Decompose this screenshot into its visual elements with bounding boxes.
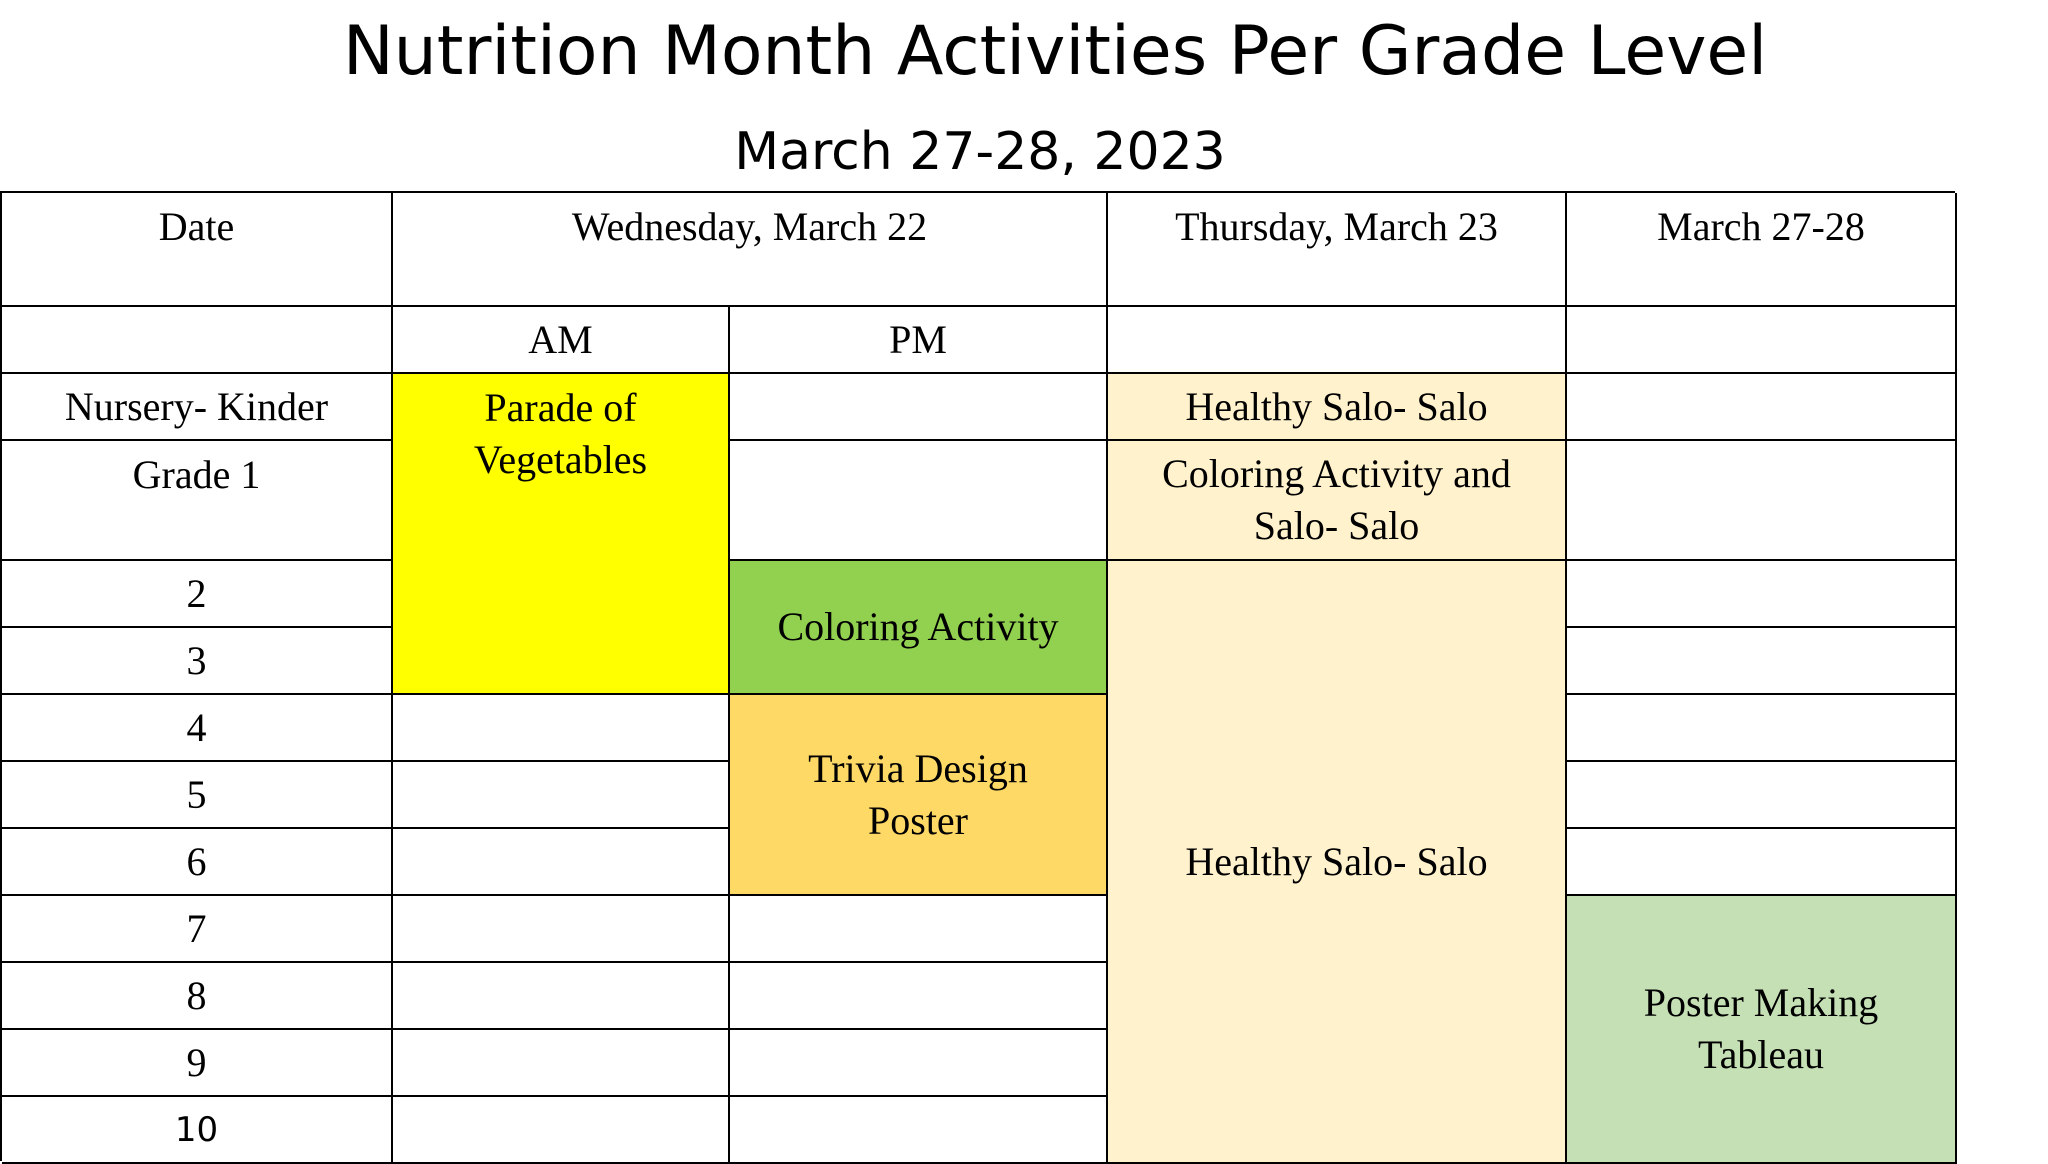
empty-cell [1567,829,1957,896]
grade-label: 2 [2,561,393,628]
page-subtitle: March 27-28, 2023 [734,122,1226,182]
activity-healthy-salo-salo: Healthy Salo- Salo [1108,561,1567,1164]
grade-label: 6 [2,829,393,896]
empty-cell [1567,441,1957,561]
header-march-27-28: March 27-28 [1567,193,1957,307]
activity-coloring-and-salo-salo: Coloring Activity and Salo- Salo [1108,441,1567,561]
empty-cell [393,829,730,896]
empty-cell [393,896,730,963]
grade-label: 7 [2,896,393,963]
subheader-empty [1108,307,1567,374]
grade-label: 8 [2,963,393,1030]
subheader-empty [1567,307,1957,374]
activity-healthy-salo-salo-nk: Healthy Salo- Salo [1108,374,1567,441]
grade-label: Nursery- Kinder [2,374,393,441]
grade-label: 4 [2,695,393,762]
grade-label: Grade 1 [2,441,393,561]
page-title: Nutrition Month Activities Per Grade Level [342,12,1768,91]
empty-cell [393,695,730,762]
empty-cell [393,762,730,829]
activities-table [0,191,1955,1161]
activity-coloring: Coloring Activity [730,561,1108,695]
header-date: Date [2,193,393,307]
grade-label: 5 [2,762,393,829]
grade-label: 9 [2,1030,393,1097]
subheader-pm: PM [730,307,1108,374]
empty-cell [1567,561,1957,628]
activity-trivia-design-poster: Trivia Design Poster [730,695,1108,896]
empty-cell [730,1030,1108,1097]
empty-cell [730,1097,1108,1164]
subheader-empty [2,307,393,374]
empty-cell [1567,374,1957,441]
empty-cell [730,896,1108,963]
grade-label: 3 [2,628,393,695]
activity-poster-making-tableau: Poster Making Tableau [1567,896,1957,1164]
empty-cell [1567,695,1957,762]
header-thursday: Thursday, March 23 [1108,193,1567,307]
empty-cell [393,963,730,1030]
activity-parade-of-vegetables: Parade of Vegetables [393,374,730,695]
empty-cell [1567,762,1957,829]
empty-cell [1567,628,1957,695]
subheader-am: AM [393,307,730,374]
empty-cell [393,1030,730,1097]
empty-cell [730,963,1108,1030]
header-wednesday: Wednesday, March 22 [393,193,1108,307]
empty-cell [393,1097,730,1164]
empty-cell [730,374,1108,441]
grade-label: 10 [2,1097,393,1164]
empty-cell [730,441,1108,561]
